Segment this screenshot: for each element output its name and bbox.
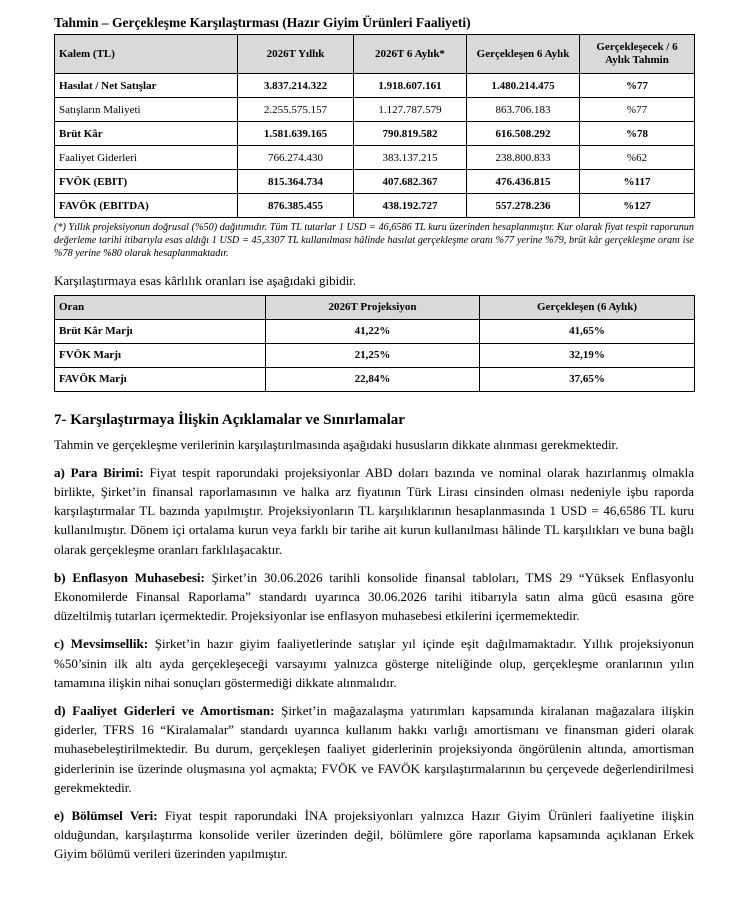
explanation-label: d) Faaliyet Giderleri ve Amortisman: <box>54 703 275 719</box>
table1-title: Tahmin – Gerçekleşme Karşılaştırması (Hazır Giyim Ürünleri Faaliyeti) <box>54 15 471 30</box>
row-label: Brüt Kâr <box>55 122 238 146</box>
table-cell: 2.255.575.157 <box>238 98 354 122</box>
table-row <box>55 122 695 146</box>
table-cell: 790.819.582 <box>354 122 467 146</box>
table-cell: 1.127.787.579 <box>354 98 467 122</box>
table2-header-ratio: Oran <box>55 295 266 319</box>
explanation-text: Fiyat tespit raporundaki İNA projeksiyonları yalnızca Hazır Giyim Ürünleri faaliyetine ilişkin olduğundan, karşılaştırma konsolide veriler üzerinden değil, bölümlere göre raporlama kapsamında açıklanan Erkek Giyim bölümü verileri üzerinden yapılmıştır. <box>54 808 694 862</box>
table-cell: 238.800.833 <box>467 146 580 170</box>
table-cell: 41,65% <box>480 319 695 343</box>
row-label: Satışların Maliyeti <box>55 98 238 122</box>
explanation-paragraph <box>54 806 694 864</box>
explanation-text: Şirket’in mağazalaşma yatırımları kapsamında kiralanan mağazalara ilişkin giderler, TFRS 16 “Kiralamalar” standardı uyarınca kullanım hakkı varlığı amortismanı ve finansman gideri olarak muhasebeleştirilmektedir. Bu durum, gerçekleşen faaliyet giderlerinin projeksiyonda öngörülenin altında, amortisman giderlerinin ise üzerinde oluşmasına yol açmakta; FVÖK ve FAVÖK karşılaştırmalarının bu çerçevede değerlendirilmesi gerekmektedir. <box>54 703 694 795</box>
table-cell: 1.918.607.161 <box>354 74 467 98</box>
table-row <box>55 343 695 367</box>
table-cell: 32,19% <box>480 343 695 367</box>
explanation-label: e) Bölümsel Veri: <box>54 808 158 824</box>
table-row <box>55 170 695 194</box>
explanation-text: Şirket’in hazır giyim faaliyetlerinde satışlar yıl içinde eşit dağılmamaktadır. Yıllık projeksiyonun %50’sinin ilk altı ayda gerçekleşeceği varsayımı yalnızca gösterge niteliğinde olup, gerçekleşme oranlarının yılın tamamına ilişkin nihai sonuçları göstermediği dikkate alınmalıdır. <box>54 636 694 690</box>
table-row <box>55 319 695 343</box>
table-cell: %62 <box>580 146 695 170</box>
table2-intro: Karşılaştırmaya esas kârlılık oranları ise aşağıdaki gibidir. <box>54 272 357 288</box>
table2-header-actual: Gerçekleşen (6 Aylık) <box>480 295 695 319</box>
table1-footnote: (*) Yıllık projeksiyonun doğrusal (%50) dağıtımıdır. Tüm TL tutarlar 1 USD = 46,6586 TL kuru üzerinden hesaplanmıştır. Kur olarak fiyat tespit raporunun değerleme tarihi itibarıyla esas aldığı 1 USD = 45,3307 TL kullanılması hâlinde hasılat gerçekleşme oranı %77 yerine %79, brüt kâr gerçekleşme oranı ise %78 yerine %80 olarak hesaplanmaktadır. <box>54 222 694 260</box>
table-cell: 557.278.236 <box>467 194 580 218</box>
table2-header-projection: 2026T Projeksiyon <box>266 295 480 319</box>
table-row <box>55 98 695 122</box>
table-cell: 21,25% <box>266 343 480 367</box>
table-row <box>55 74 695 98</box>
table-cell: 3.837.214.322 <box>238 74 354 98</box>
table-cell: %77 <box>580 98 695 122</box>
table-cell: 438.192.727 <box>354 194 467 218</box>
explanation-paragraph <box>54 701 694 797</box>
explanation-paragraph <box>54 568 694 626</box>
row-label: Faaliyet Giderleri <box>55 146 238 170</box>
row-label: FAVÖK Marjı <box>55 367 266 391</box>
table1-header-6month: 2026T 6 Aylık* <box>354 35 467 74</box>
table-cell: 766.274.430 <box>238 146 354 170</box>
row-label: Hasılat / Net Satışlar <box>55 74 238 98</box>
table-cell: 876.385.455 <box>238 194 354 218</box>
explanation-label: c) Mevsimsellik: <box>54 636 149 652</box>
explanation-paragraph <box>54 463 694 559</box>
row-label: FAVÖK (EBITDA) <box>55 194 238 218</box>
table-row <box>55 146 695 170</box>
table-cell: 815.364.734 <box>238 170 354 194</box>
section-items <box>54 463 696 864</box>
row-label: FVÖK Marjı <box>55 343 266 367</box>
section-lead: Tahmin ve gerçekleşme verilerinin karşılaştırılmasında aşağıdaki hususların dikkate alınması gerekmektedir. <box>54 436 619 452</box>
table-row <box>55 367 695 391</box>
explanation-text: Fiyat tespit raporundaki projeksiyonlar ABD doları bazında ve nominal olarak hazırlanmış olmakla birlikte, Şirket’in finansal raporlamasının ve halka arz fiyatının Türk Lirası cinsinden olması nedeniyle işbu raporda karşılaştırmalar TL bazında yapılmıştır. Projeksiyonların TL karşılıklarının hesaplanmasında 1 USD = 46,6586 TL kuru kullanılmıştır. Dönem içi ortalama kurun veya farklı bir tarihe ait kurun kullanılması hâlinde TL karşılıkları ve buna bağlı olarak gerçekleşme oranları farklılaşacaktır. <box>54 464 694 557</box>
table-cell: %77 <box>580 74 695 98</box>
table-cell: 476.436.815 <box>467 170 580 194</box>
document-page <box>54 14 696 873</box>
table-cell: %78 <box>580 122 695 146</box>
explanation-label: b) Enflasyon Muhasebesi: <box>54 569 205 585</box>
forecast-comparison-table <box>54 34 695 218</box>
table1-header-actual: Gerçekleşen 6 Aylık <box>467 35 580 74</box>
row-label: FVÖK (EBIT) <box>55 170 238 194</box>
row-label: Brüt Kâr Marjı <box>55 319 266 343</box>
table-cell: %127 <box>580 194 695 218</box>
explanation-label: a) Para Birimi: <box>54 464 144 480</box>
table-cell: 1.480.214.475 <box>467 74 580 98</box>
table-cell: 41,22% <box>266 319 480 343</box>
table2-header-row <box>55 295 695 319</box>
table-cell: 22,84% <box>266 367 480 391</box>
table1-header-item: Kalem (TL) <box>55 35 238 74</box>
explanation-paragraph <box>54 634 694 692</box>
explanation-text: Şirket’in 30.06.2026 tarihli konsolide finansal tabloları, TMS 29 “Yüksek Enflasyonlu Ekonomilerde Finansal Raporlama” standardı uyarınca 30.06.2026 tarihi itibarıyla satın alma gücü esasına göre düzeltilmiş tutarları içermektedir. Projeksiyonlar ise enflasyon muhasebesi etkilerini içermemektedir. <box>54 569 694 624</box>
table-cell: %117 <box>580 170 695 194</box>
table1-header-ratio: Gerçekleşecek / 6 Aylık Tahmin <box>580 35 695 74</box>
table1-header-annual: 2026T Yıllık <box>238 35 354 74</box>
table-cell: 407.682.367 <box>354 170 467 194</box>
table-row <box>55 194 695 218</box>
table-cell: 1.581.639.165 <box>238 122 354 146</box>
profitability-ratio-table <box>54 295 695 392</box>
table-cell: 616.508.292 <box>467 122 580 146</box>
table-cell: 863.706.183 <box>467 98 580 122</box>
table-cell: 37,65% <box>480 367 695 391</box>
section-heading: 7- Karşılaştırmaya İlişkin Açıklamalar ve Sınırlamalar <box>54 411 405 428</box>
table1-header-row <box>55 35 695 74</box>
table-cell: 383.137.215 <box>354 146 467 170</box>
